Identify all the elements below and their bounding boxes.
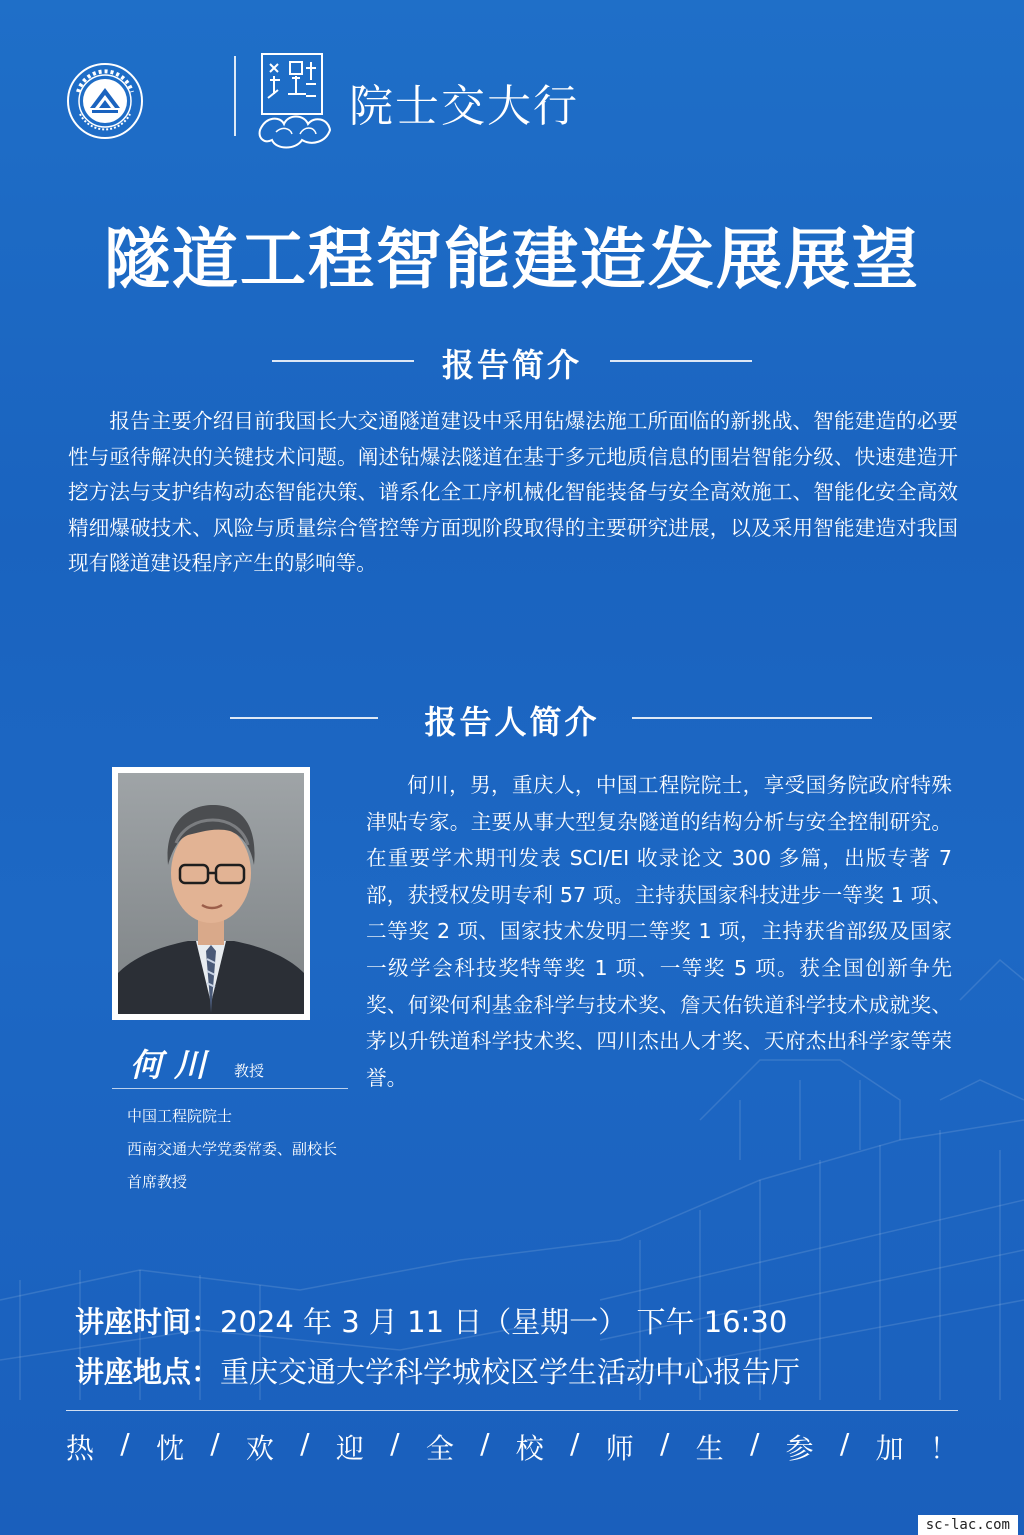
lecture-time-value: 2024 年 3 月 11 日（星期一） 下午 16:30 [220,1305,788,1339]
speaker-title-item: 首席教授 [127,1173,188,1191]
speaker-titles [127,1100,337,1199]
welcome-char: 忱 [155,1432,184,1465]
header-divider [234,56,236,136]
welcome-char: 生 [695,1432,724,1465]
speaker-rank: 教授 [234,1062,265,1080]
series-title: 院士交大行 [349,81,579,132]
welcome-separator: / [570,1427,580,1460]
welcome-char: 热 [66,1432,95,1465]
university-logo [66,62,144,140]
welcome-char: 校 [515,1432,544,1465]
speaker-portrait [118,773,304,1014]
welcome-separator: / [120,1427,130,1460]
welcome-separator: / [839,1427,850,1460]
bottom-divider [66,1410,958,1411]
welcome-char: 师 [605,1432,634,1465]
welcome-char: 加 [875,1432,904,1465]
welcome-char: ！ [929,1432,958,1465]
welcome-char: 欢 [245,1432,274,1465]
lecture-time [75,1300,787,1341]
speaker-bio: 何川，男，重庆人，中国工程院院士，享受国务院政府特殊津贴专家。主要从事大型复杂隧道的结构分析与安全控制研究。在重要学术期刊发表 SCI/EI 收录论文 300 多篇，出版专著 7 部，获授权发明专利 57 项。主持获国家科技进步一等奖 1 项、二等奖 2 项、国家技术发明二等奖 1 项，主持获省部级及国家一级学会科技奖特等奖 1 项、一等奖 5 项。获全国创新争先奖、何梁何利基金科学与技术奖、詹天佑铁道科学技术成就奖、茅以升铁道科学技术奖、四川杰出人才奖、天府杰出科学家等荣誉。 [366,773,952,1090]
header [66,50,666,140]
speaker-intro-heading-text: 报告人简介 [424,703,600,741]
lecture-place [75,1350,800,1391]
welcome-char: 参 [785,1432,814,1465]
academician-seal-logo [256,50,338,154]
lecture-place-value: 重庆交通大学科学城校区学生活动中心报告厅 [220,1355,801,1389]
speaker-divider [112,1088,348,1089]
lecture-time-label: 讲座时间： [75,1305,221,1339]
welcome-separator: / [390,1427,400,1460]
welcome-separator: / [480,1427,490,1460]
poster-title: 隧道工程智能建造发展展望 [104,221,920,298]
speaker-title-item: 中国工程院院士 [127,1107,233,1125]
site-watermark: sc-lac.com [918,1515,1018,1535]
welcome-separator: / [659,1427,670,1460]
welcome-char: 迎 [335,1432,364,1465]
welcome-char: 全 [425,1432,454,1465]
speaker-intro-heading [0,697,1024,741]
report-abstract: 报告主要介绍目前我国长大交通隧道建设中采用钻爆法施工所面临的新挑战、智能建造的必要性与亟待解决的关键技术问题。阐述钻爆法隧道在基于多元地质信息的围岩智能分级、快速建造开挖方法与支护结构动态智能决策、谱系化全工序机械化智能装备与安全高效施工、智能化安全高效精细爆破技术、风险与质量综合管控等方面现阶段取得的主要研究进展，以及采用智能建造对我国现有隧道建设程序产生的影响等。 [68,409,958,576]
speaker-photo [112,767,310,1020]
report-intro-heading-text: 报告简介 [441,346,582,384]
welcome-separator: / [210,1427,220,1460]
welcome-banner [66,1427,958,1467]
speaker-title-item: 西南交通大学党委常委、副校长 [127,1140,338,1158]
welcome-separator: / [749,1427,760,1460]
report-intro-heading [0,340,1024,384]
speaker-name: 何川 [130,1046,219,1084]
lecture-place-label: 讲座地点： [75,1355,221,1389]
welcome-separator: / [300,1427,310,1460]
